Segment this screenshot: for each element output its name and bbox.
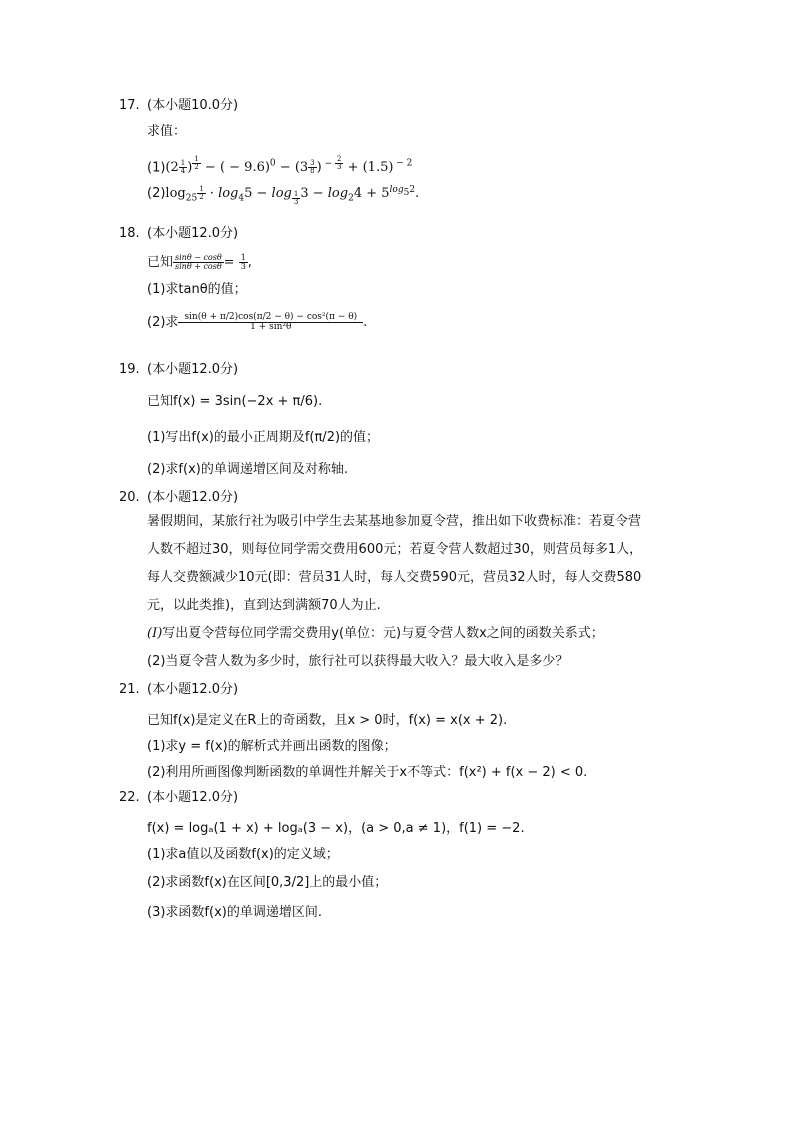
question-prompt: 已知 $\frac{\sin\theta - \cos\theta}{\sin\theta + \cos\theta}$ = $\frac{1}{3}$ , xyxy=(147,253,252,271)
part-label: (2) xyxy=(147,186,166,201)
question-number: 22. xyxy=(119,790,140,805)
question-prompt: 已知f(x) = 3sin(−2x + π/6). xyxy=(147,394,323,409)
question-points: (本小题12.0分) xyxy=(147,362,239,377)
part-1: (1)求y = f(x)的解析式并画出函数的图像； xyxy=(147,739,397,754)
question-number: 19. xyxy=(119,362,140,377)
part-2: (2)求函数f(x)在区间[0,3/2]上的最小值； xyxy=(147,875,388,890)
formula-17-1: (2 $\frac{1}{4}$ ) $^{\frac{1}{2}}$ − ( − 9.6)$^0$ − (3 $\frac{3}{8}$ ) $^{- \frac{2}{3}}$ + (1.5) $^{- 2}$ xyxy=(165,155,413,176)
part-1: (1)求a值以及函数f(x)的定义域； xyxy=(147,847,339,862)
given-fraction: $\frac{\sin\theta - \cos\theta}{\sin\theta + \cos\theta}$ xyxy=(175,253,222,271)
question-17 xyxy=(119,96,679,206)
question-22 xyxy=(119,788,679,928)
question-21 xyxy=(119,680,679,786)
part-label: (1) xyxy=(147,160,166,176)
question-points: (本小题10.0分) xyxy=(147,98,239,113)
problem-description: 暑假期间，某旅行社为吸引中学生去某基地参加夏令营，推出如下收费标准：若夏令营 人数不超过30，则每位同学需交费用600元；若夏令营人数超过30，则营员每多1人， 每人交费额减少10元(即：营员31人时，每人交费590元，营员32人时，每人交费580 元，以此类推)，直到达到满额70人为止. xyxy=(147,514,643,613)
question-points: (本小题12.0分) xyxy=(147,226,239,241)
question-number: 20. xyxy=(119,490,140,505)
part-1: (I)写出夏令营每位同学需交费用y(单位：元)与夏令营人数x之间的函数关系式； xyxy=(147,626,604,641)
question-points: (本小题12.0分) xyxy=(147,790,239,805)
question-number: 17. xyxy=(119,98,140,113)
question-number: 21. xyxy=(119,682,140,697)
question-points: (本小题12.0分) xyxy=(147,682,239,697)
part-2: (2)求f(x)的单调递增区间及对称轴. xyxy=(147,462,348,477)
question-prompt: f(x) = logₐ(1 + x) + logₐ(3 − x)，(a > 0,a ≠ 1)，f(1) = −2. xyxy=(147,821,525,836)
part-2: (2)求 $\frac{\text{sin(θ + π/2)cos(π/2 − θ) − cos²(π − θ)}}{\text{1 + sin²θ}}$ . xyxy=(147,312,368,332)
part-2: (2)当夏令营人数为多少时，旅行社可以获得最大收入？最大收入是多少？ xyxy=(147,654,569,669)
question-20 xyxy=(119,488,679,676)
part-1 xyxy=(147,156,679,180)
question-prompt: 已知f(x)是定义在R上的奇函数，且x > 0时，f(x) = x(x + 2). xyxy=(147,713,508,728)
question-prompt: 求值： xyxy=(147,124,187,139)
question-19 xyxy=(119,360,679,480)
given-value: $\frac{1}{3}$ xyxy=(240,253,246,271)
part-2 xyxy=(147,182,679,206)
question-number: 18. xyxy=(119,226,140,241)
part-1: (1)求tanθ的值； xyxy=(147,282,247,297)
formula-17-2: $\log_{25}$ $\frac{1}{2}$ · $\log_45 - \log$ $_{\frac{1}{3}}$ $3 - \log_24 + 5^{log_52}$. xyxy=(165,184,420,206)
part-1: (1)写出f(x)的最小正周期及f(π/2)的值； xyxy=(147,430,380,445)
question-18 xyxy=(119,224,679,338)
expression-fraction: $\frac{\text{sin(θ + π/2)cos(π/2 − θ) − cos²(π − θ)}}{\text{1 + sin²θ}}$ xyxy=(178,313,363,332)
question-points: (本小题12.0分) xyxy=(147,490,239,505)
part-2: (2)利用所画图像判断函数的单调性并解关于x不等式：f(x²) + f(x − 2) < 0. xyxy=(147,765,588,780)
part-3: (3)求函数f(x)的单调递增区间. xyxy=(147,905,322,920)
